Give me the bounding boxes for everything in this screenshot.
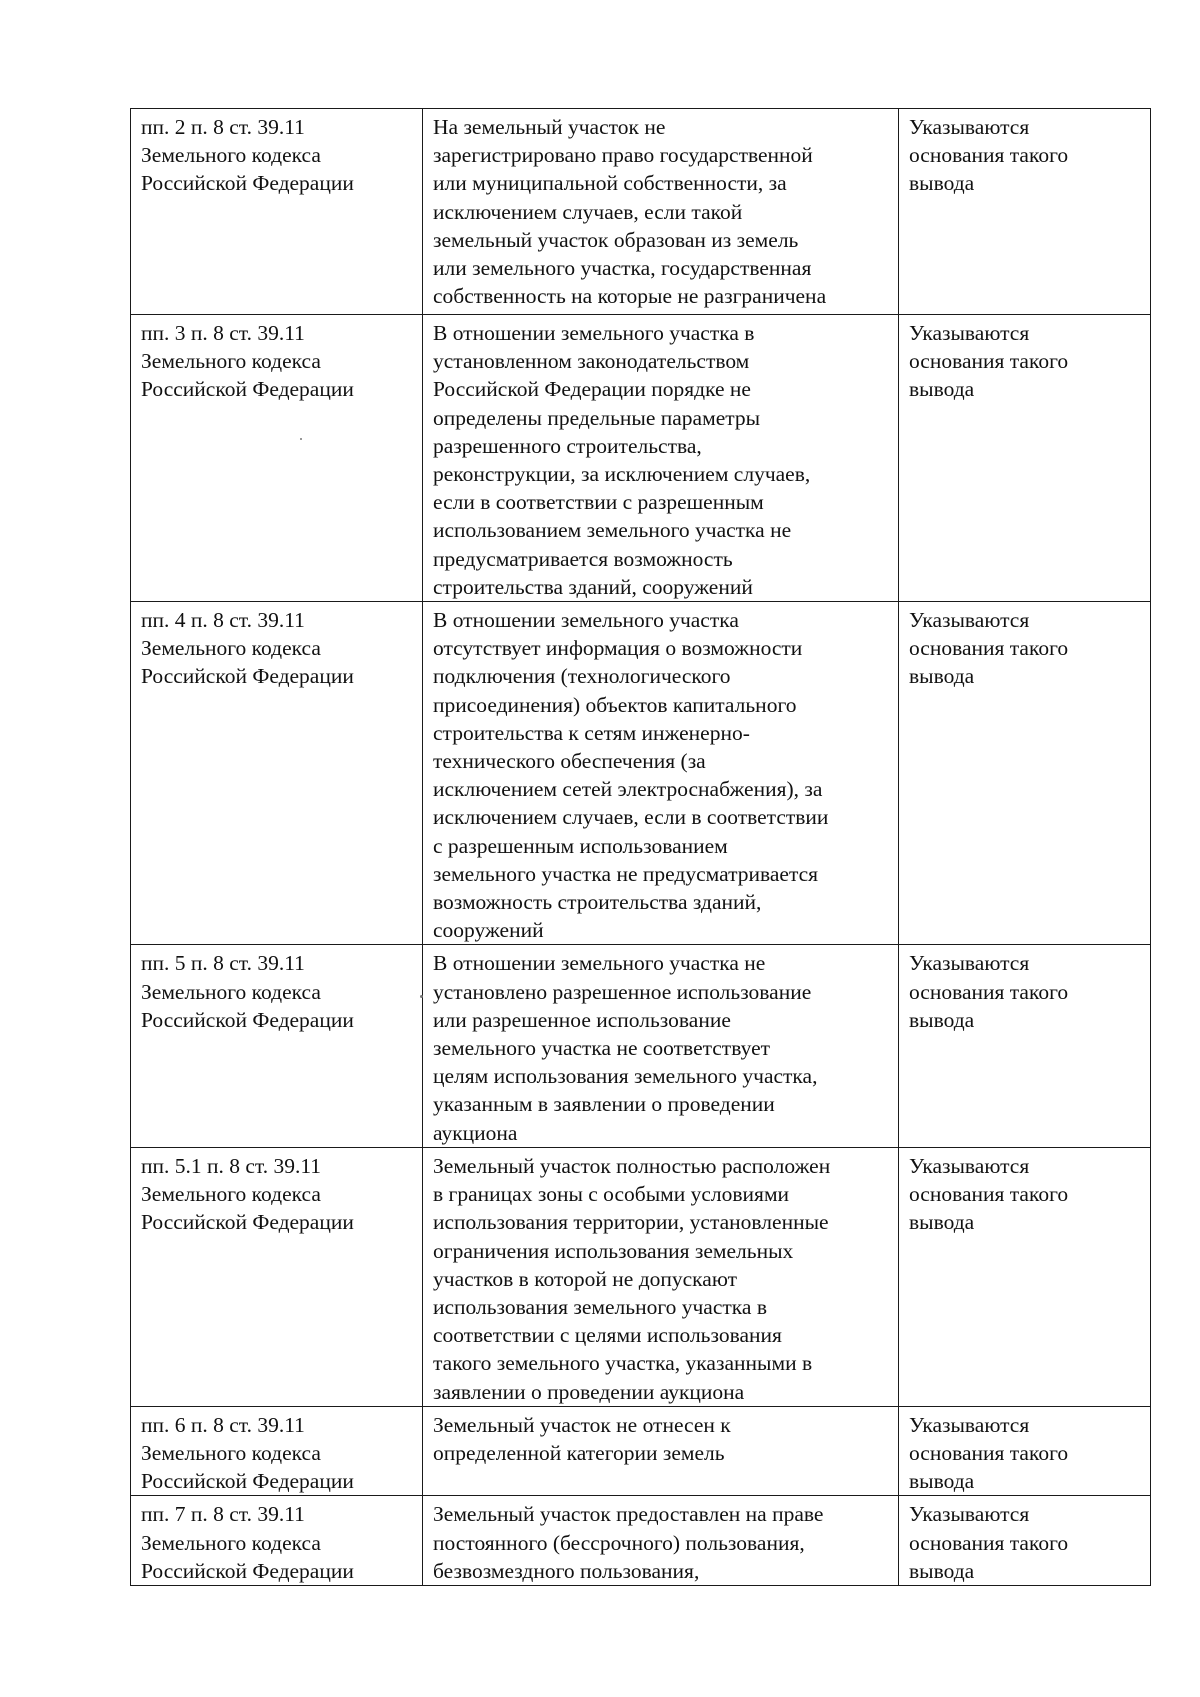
result-line: Указываются <box>909 608 1030 633</box>
legal-reference-line: Земельного кодекса <box>141 1182 321 1207</box>
result-line: Указываются <box>909 321 1030 345</box>
result-line: вывода <box>909 1210 975 1235</box>
description-line: отсутствует информация о возможности <box>433 636 803 661</box>
table-row <box>131 1496 1151 1586</box>
legal-reference-line: пп. 3 п. 8 ст. 39.11 <box>141 321 305 345</box>
result-line: Указываются <box>909 1153 1030 1178</box>
description-line: безвозмездного пользования, <box>433 1558 700 1583</box>
condition-description-cell <box>423 602 899 945</box>
result-cell <box>899 1147 1151 1406</box>
description-line: В отношении земельного участка в <box>433 321 755 345</box>
description-line: аукциона <box>433 1120 518 1145</box>
description-line: реконструкции, за исключением случаев, <box>433 462 811 487</box>
description-line: В отношении земельного участка <box>433 608 739 633</box>
description-line: или муниципальной собственности, за <box>433 171 787 196</box>
table-row <box>131 109 1151 315</box>
description-line: использования земельного участка в <box>433 1294 767 1319</box>
result-cell <box>899 1496 1151 1586</box>
condition-description-cell <box>423 109 899 315</box>
description-line: в границах зоны с особыми условиями <box>433 1182 790 1207</box>
result-line: вывода <box>909 1558 975 1583</box>
legal-reference-line: Российской Федерации <box>141 171 354 196</box>
legal-reference-cell <box>131 1147 423 1406</box>
result-cell <box>899 945 1151 1147</box>
legal-reference-line: Земельного кодекса <box>141 636 321 661</box>
legal-reference-line: Земельного кодекса <box>141 979 321 1004</box>
condition-description-cell <box>423 315 899 602</box>
legal-reference-cell <box>131 602 423 945</box>
description-line: целям использования земельного участка, <box>433 1064 818 1089</box>
description-line: строительства к сетям инженерно- <box>433 720 750 745</box>
legal-reference-line: Российской Федерации <box>141 1007 354 1032</box>
description-line: технического обеспечения (за <box>433 749 706 774</box>
result-line: основания такого <box>909 1182 1069 1207</box>
result-line: основания такого <box>909 636 1069 661</box>
description-line: такого земельного участка, указанными в <box>433 1351 813 1376</box>
legal-reference-line: Земельного кодекса <box>141 143 321 168</box>
result-line: основания такого <box>909 349 1069 374</box>
result-line: вывода <box>909 664 975 689</box>
legal-reference-line: Российской Федерации <box>141 377 354 402</box>
description-line: исключением сетей электроснабжения), за <box>433 777 823 802</box>
legal-reference-line: Земельного кодекса <box>141 1530 321 1555</box>
legal-reference-line: пп. 2 п. 8 ст. 39.11 <box>141 115 305 139</box>
description-line: присоединения) объектов капитального <box>433 692 797 717</box>
description-line: подключения (технологического <box>433 664 731 689</box>
description-line: На земельный участок не <box>433 115 666 139</box>
result-line: Указываются <box>909 115 1030 139</box>
description-line: земельного участка не соответствует <box>433 1036 771 1061</box>
description-line: возможность строительства зданий, <box>433 890 762 915</box>
description-line: с разрешенным использованием <box>433 833 728 858</box>
description-line: использования территории, установленные <box>433 1210 829 1235</box>
legal-reference-line: пп. 5 п. 8 ст. 39.11 <box>141 951 305 976</box>
description-line: разрешенного строительства, <box>433 433 702 458</box>
legal-reference-line: пп. 5.1 п. 8 ст. 39.11 <box>141 1153 322 1178</box>
legal-reference-cell <box>131 1406 423 1496</box>
legal-reference-line: Российской Федерации <box>141 1558 354 1583</box>
result-line: вывода <box>909 377 975 402</box>
legal-reference-line: пп. 6 п. 8 ст. 39.11 <box>141 1412 305 1437</box>
description-line: если в соответствии с разрешенным <box>433 490 764 515</box>
scan-speck <box>420 995 423 998</box>
description-line: собственность на которые не разграничена <box>433 284 827 309</box>
description-line: исключением случаев, если такой <box>433 199 743 224</box>
description-line: заявлении о проведении аукциона <box>433 1379 745 1404</box>
description-line: Земельный участок предоставлен на праве <box>433 1502 824 1527</box>
description-line: определенной категории земель <box>433 1440 725 1465</box>
description-line: зарегистрировано право государственной <box>433 143 813 168</box>
table-row <box>131 945 1151 1147</box>
result-line: вывода <box>909 1469 975 1494</box>
result-line: основания такого <box>909 1530 1069 1555</box>
legal-reference-line: пп. 4 п. 8 ст. 39.11 <box>141 608 305 633</box>
table-row <box>131 1147 1151 1406</box>
description-line: земельного участка не предусматривается <box>433 861 819 886</box>
condition-description-cell <box>423 945 899 1147</box>
description-line: установленном законодательством <box>433 349 750 374</box>
legal-reference-cell <box>131 315 423 602</box>
description-line: Земельный участок полностью расположен <box>433 1153 831 1178</box>
result-line: Указываются <box>909 951 1030 976</box>
result-line: основания такого <box>909 1440 1069 1465</box>
legal-reference-line: Российской Федерации <box>141 1469 354 1494</box>
table-body <box>131 109 1151 1586</box>
legal-reference-cell <box>131 945 423 1147</box>
result-cell <box>899 1406 1151 1496</box>
result-line: основания такого <box>909 143 1069 168</box>
description-line: соответствии с целями использования <box>433 1323 782 1348</box>
legal-grounds-table <box>130 108 1151 1586</box>
result-cell <box>899 109 1151 315</box>
description-line: В отношении земельного участка не <box>433 951 766 976</box>
description-line: исключением случаев, если в соответствии <box>433 805 829 830</box>
result-cell <box>899 602 1151 945</box>
result-line: Указываются <box>909 1412 1030 1437</box>
legal-reference-line: Земельного кодекса <box>141 1440 321 1465</box>
description-line: или разрешенное использование <box>433 1007 731 1032</box>
condition-description-cell <box>423 1406 899 1496</box>
description-line: постоянного (бессрочного) пользования, <box>433 1530 805 1555</box>
result-line: Указываются <box>909 1502 1030 1527</box>
description-line: указанным в заявлении о проведении <box>433 1092 775 1117</box>
description-line: или земельного участка, государственная <box>433 256 812 281</box>
table-row <box>131 315 1151 602</box>
result-cell <box>899 315 1151 602</box>
result-line: вывода <box>909 1007 975 1032</box>
legal-reference-line: Российской Федерации <box>141 664 354 689</box>
condition-description-cell <box>423 1147 899 1406</box>
legal-reference-line: Земельного кодекса <box>141 349 321 374</box>
description-line: сооружений <box>433 918 544 943</box>
description-line: предусматривается возможность <box>433 546 733 571</box>
description-line: установлено разрешенное использование <box>433 979 812 1004</box>
legal-reference-line: Российской Федерации <box>141 1210 354 1235</box>
result-line: вывода <box>909 171 975 196</box>
description-line: использованием земельного участка не <box>433 518 792 543</box>
legal-reference-cell <box>131 1496 423 1586</box>
description-line: ограничения использования земельных <box>433 1238 794 1263</box>
description-line: Российской Федерации порядке не <box>433 377 751 402</box>
scan-speck <box>300 438 302 440</box>
legal-reference-line: пп. 7 п. 8 ст. 39.11 <box>141 1502 305 1527</box>
condition-description-cell <box>423 1496 899 1586</box>
description-line: определены предельные параметры <box>433 405 761 430</box>
description-line: земельный участок образован из земель <box>433 227 799 252</box>
description-line: Земельный участок не отнесен к <box>433 1412 731 1437</box>
legal-reference-cell <box>131 109 423 315</box>
description-line: строительства зданий, сооружений <box>433 574 753 599</box>
table-row <box>131 602 1151 945</box>
table-row <box>131 1406 1151 1496</box>
result-line: основания такого <box>909 979 1069 1004</box>
description-line: участков в которой не допускают <box>433 1266 738 1291</box>
